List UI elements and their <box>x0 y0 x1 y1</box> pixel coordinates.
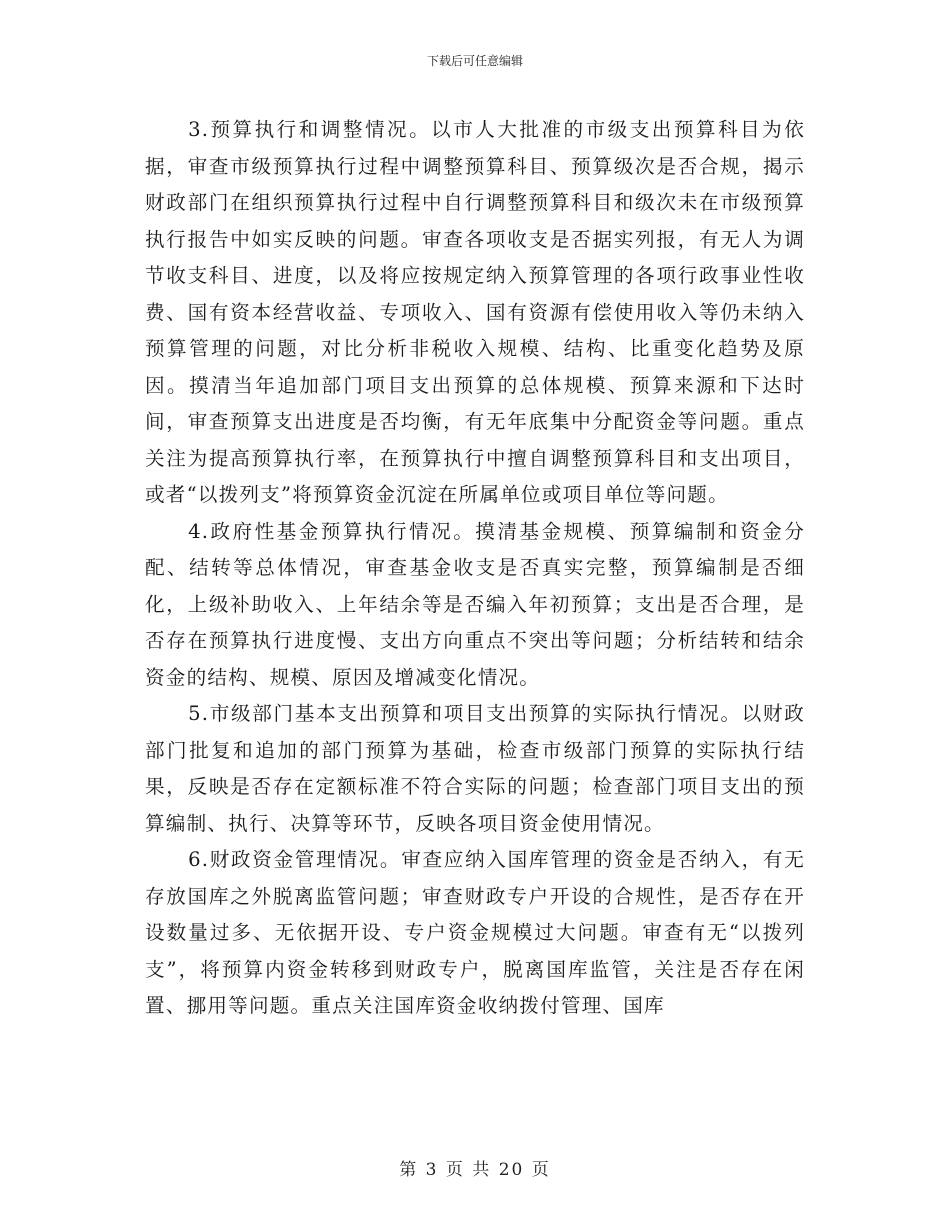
paragraph-budget-execution: 3.预算执行和调整情况。以市人大批准的市级支出预算科目为依据，审查市级预算执行过程中调整预算科目、预算级次是否合规，揭示财政部门在组织预算执行过程中自行调整预算科目和级次未在市级预算执行报告中如实反映的问题。审查各项收支是否据实列报，有无人为调节收支科目、进度，以及将应按规定纳入预算管理的各项行政事业性收费、国有资本经营收益、专项收入、国有资源有偿使用收入等仍未纳入预算管理的问题，对比分析非税收入规模、结构、比重变化趋势及原因。摸清当年追加部门项目支出预算的总体规模、预算来源和下达时间，审查预算支出进度是否均衡，有无年底集中分配资金等问题。重点关注为提高预算执行率，在预算执行中擅自调整预算科目和支出项目，或者“以拨列支”将预算资金沉淀在所属单位或项目单位等问题。 <box>145 118 805 506</box>
page-header-note: 下载后可任意编辑 <box>426 54 523 68</box>
document-body <box>145 112 805 1025</box>
paragraph-department-budget: 5.市级部门基本支出预算和项目支出预算的实际执行情况。以财政部门批复和追加的部门预算为基础，检查市级部门预算的实际执行结果，反映是否存在定额标准不符合实际的问题；检查部门项目支出的预算编制、执行、决算等环节，反映各项目资金使用情况。 <box>145 702 805 835</box>
paragraph-fund-management: 6.财政资金管理情况。审查应纳入国库管理的资金是否纳入，有无存放国库之外脱离监管问题；审查财政专户开设的合规性，是否存在开设数量过多、无依据开设、专户资金规模过大问题。审查有无“以拨列支”，将预算内资金转移到财政专户，脱离国库监管，关注是否存在闲置、挪用等问题。重点关注国库资金收纳拨付管理、国库 <box>145 848 805 1017</box>
page-number: 第 3 页 共 20 页 <box>399 1160 551 1180</box>
paragraph-government-fund: 4.政府性基金预算执行情况。摸清基金规模、预算编制和资金分配、结转等总体情况，审查基金收支是否真实完整，预算编制是否细化，上级补助收入、上年结余等是否编入年初预算；支出是否合理，是否存在预算执行进度慢、支出方向重点不突出等问题；分析结转和结余资金的结构、规模、原因及增减变化情况。 <box>145 519 805 689</box>
